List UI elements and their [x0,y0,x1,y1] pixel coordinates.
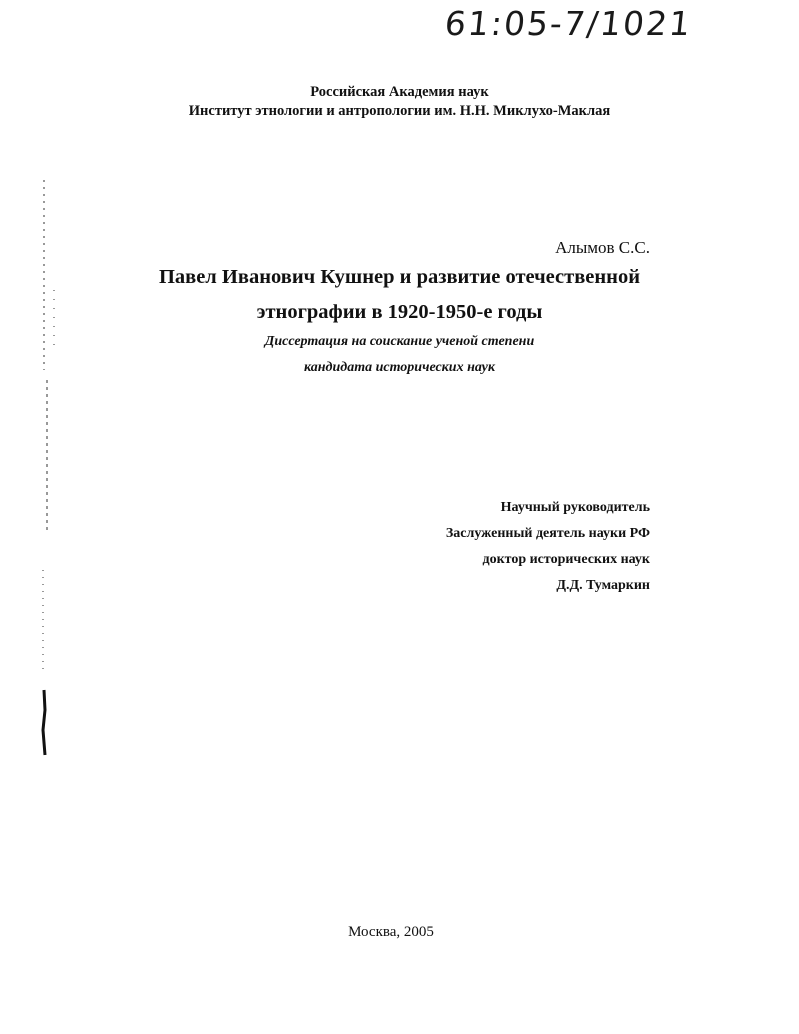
supervisor-degree: доктор исторических наук [482,552,650,567]
supervisor-role: Научный руководитель [500,500,650,515]
supervisor-name: Д.Д. Тумаркин [556,578,650,593]
degree-line-2: кандидата исторических наук [304,360,495,375]
scan-binding-marks [36,170,60,770]
city-year: Москва, 2005 [348,924,434,940]
institute-name: Институт этнологии и антропологии им. Н.Н. Миклухо-Маклая [188,103,611,119]
handwritten-call-number: 61:05-7/1021 [442,4,695,43]
title-line-1: Павел Иванович Кушнер и развитие отечественной [158,266,641,288]
academy-name: Российская Академия наук [310,84,489,100]
author-name: Алымов С.С. [555,238,650,257]
supervisor-honorific: Заслуженный деятель науки РФ [445,526,650,541]
title-line-2: этнографии в 1920-1950-е годы [256,301,543,323]
degree-line-1: Диссертация на соискание ученой степени [264,334,535,349]
